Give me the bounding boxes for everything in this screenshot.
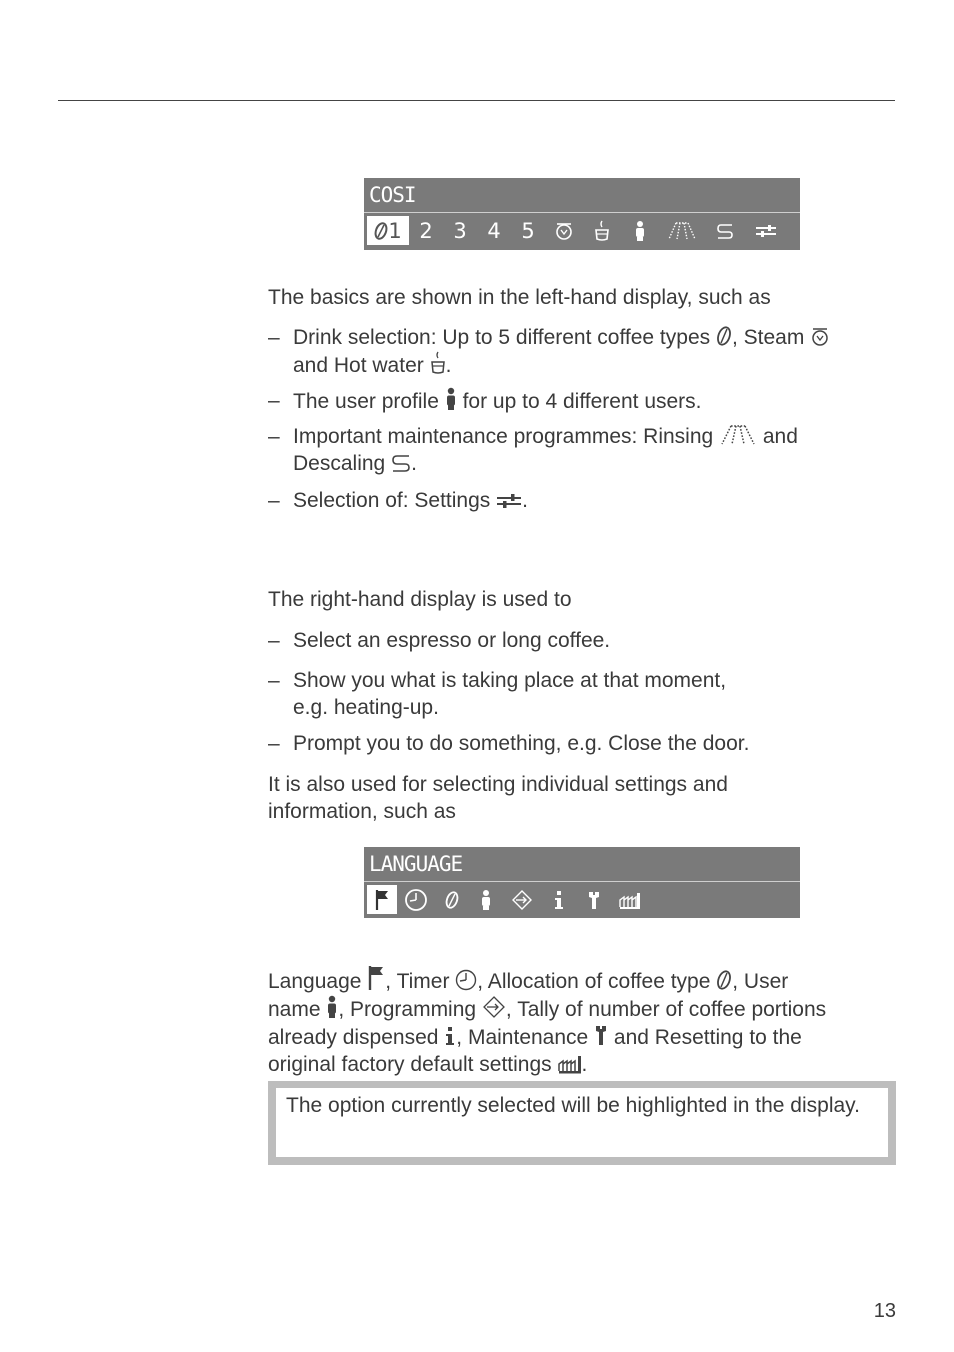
user-name-icon: [326, 995, 338, 1019]
text-segment: Descaling: [293, 452, 392, 475]
steam-icon: [810, 327, 830, 347]
programming-option[interactable]: [503, 885, 541, 914]
language-flag-icon: [367, 965, 385, 991]
bullet-maintenance: [268, 423, 888, 477]
left-display-row: [364, 213, 800, 248]
text-segment: The user profile: [293, 390, 445, 413]
bullet-text: Select an espresso or long coffee.: [293, 629, 611, 652]
left-display: [364, 178, 800, 250]
coffee-bean-icon: [716, 969, 732, 991]
bullet-dash: –: [268, 669, 280, 692]
coffee-type-digit: 2: [419, 218, 433, 243]
text-segment: Selection of: Settings: [293, 489, 497, 512]
text-segment: .: [522, 489, 528, 512]
right-display-title: LANGUAGE: [364, 847, 800, 882]
settings-icon: [755, 223, 777, 239]
settings-option[interactable]: [745, 216, 787, 245]
hot-water-icon: [594, 220, 610, 242]
bullet-user-profile: [268, 387, 888, 414]
bullet-dash: –: [268, 326, 280, 349]
text-segment: original factory default settings: [268, 1053, 558, 1076]
coffee-type-3[interactable]: [443, 216, 477, 245]
text-segment: and: [757, 425, 798, 448]
also-used-text: [268, 771, 728, 825]
coffee-type-4[interactable]: [477, 216, 511, 245]
descaling-icon: [716, 222, 734, 240]
steam-option[interactable]: [545, 216, 583, 245]
coffee-type-digit: 1: [388, 218, 402, 243]
factory-reset-icon: [558, 1054, 582, 1074]
maintenance-icon: [594, 1023, 608, 1047]
hot-water-icon: [430, 351, 446, 375]
left-display-title: COSI: [364, 178, 800, 213]
coffee-type-5[interactable]: [511, 216, 545, 245]
user-profile-icon: [634, 220, 646, 242]
coffee-bean-icon: [374, 221, 388, 241]
language-flag-icon: [374, 889, 390, 911]
text-segment: name: [268, 998, 327, 1021]
bullet-prompt: [268, 730, 888, 757]
text-line: It is also used for selecting individual settings and: [268, 773, 728, 796]
text-segment: , User: [732, 970, 789, 993]
coffee-bean-icon: [445, 890, 459, 910]
timer-clock-icon: [404, 888, 428, 912]
user-profile-icon: [445, 387, 457, 411]
timer-option[interactable]: [397, 885, 435, 914]
info-icon: [444, 1025, 456, 1047]
bullet-dash: –: [268, 489, 280, 512]
hot-water-option[interactable]: [583, 216, 621, 245]
maintenance-option[interactable]: [577, 885, 611, 914]
text-segment: , Steam: [731, 326, 811, 349]
text-segment: Language: [268, 970, 368, 993]
bullet-text: Show you what is taking place at that moment,: [293, 669, 727, 692]
text-segment: already dispensed: [268, 1026, 445, 1049]
bullet-text: Prompt you to do something, e.g. Close the door.: [293, 732, 750, 755]
text-segment: .: [445, 354, 452, 377]
user-name-option[interactable]: [469, 885, 503, 914]
header-rule: [58, 100, 895, 101]
steam-icon: [554, 221, 574, 241]
coffee-type-allocation-option[interactable]: [435, 885, 469, 914]
text-segment: , Maintenance: [456, 1026, 595, 1049]
text-segment: , Tally of number of coffee portions: [505, 998, 827, 1021]
text-segment: Important maintenance programmes: Rinsing: [293, 425, 720, 448]
user-name-icon: [480, 889, 492, 911]
text-segment: , Timer: [385, 970, 456, 993]
note-text: The option currently selected will be highlighted in the display.: [276, 1088, 888, 1157]
text-segment: for up to 4 different users.: [456, 390, 702, 413]
bullet-drink-selection: [268, 324, 888, 378]
timer-clock-icon: [455, 969, 477, 991]
programming-icon: [482, 995, 506, 1019]
tally-info-option[interactable]: [541, 885, 577, 914]
intro-left-text: The basics are shown in the left-hand display, such as: [268, 286, 771, 309]
descaling-option[interactable]: [705, 216, 745, 245]
coffee-type-digit: 5: [521, 218, 535, 243]
text-segment: .: [411, 452, 417, 475]
settings-legend: [268, 965, 888, 1078]
settings-icon: [496, 492, 522, 510]
bullet-dash: –: [268, 425, 280, 448]
bullet-dash: –: [268, 629, 280, 652]
maintenance-icon: [587, 889, 601, 911]
note-box: [268, 1081, 896, 1165]
text-segment: , Allocation of coffee type: [477, 970, 717, 993]
coffee-type-1-selected[interactable]: [367, 216, 409, 245]
intro-right-text: The right-hand display is used to: [268, 588, 572, 611]
text-segment: and Resetting to the: [608, 1026, 802, 1049]
bullet-show-status: [268, 667, 888, 721]
coffee-type-2[interactable]: [409, 216, 443, 245]
bullet-settings: [268, 487, 888, 514]
text-line: information, such as: [268, 800, 456, 823]
text-segment: .: [581, 1053, 588, 1076]
rinsing-icon: [719, 424, 757, 446]
right-display-row: [364, 882, 800, 917]
user-profile-option[interactable]: [621, 216, 659, 245]
coffee-type-digit: 3: [453, 218, 467, 243]
bullet-dash: –: [268, 389, 280, 412]
descaling-icon: [391, 453, 411, 473]
right-display: [364, 847, 800, 918]
language-option-selected[interactable]: [367, 885, 397, 914]
rinsing-icon: [666, 221, 698, 241]
programming-icon: [511, 889, 533, 911]
page-number: 13: [873, 1300, 896, 1322]
bullet-select-espresso: [268, 627, 888, 654]
bullet-dash: –: [268, 732, 280, 755]
factory-reset-icon: [619, 891, 641, 909]
text-segment: , Programming: [338, 998, 482, 1021]
factory-reset-option[interactable]: [611, 885, 649, 914]
info-icon: [553, 889, 565, 911]
text-segment: Drink selection: Up to 5 different coffee types: [293, 326, 716, 349]
bullet-text: e.g. heating-up.: [293, 696, 439, 719]
coffee-bean-icon: [716, 325, 732, 347]
coffee-type-digit: 4: [487, 218, 501, 243]
rinsing-option[interactable]: [659, 216, 705, 245]
text-segment: and Hot water: [293, 354, 430, 377]
